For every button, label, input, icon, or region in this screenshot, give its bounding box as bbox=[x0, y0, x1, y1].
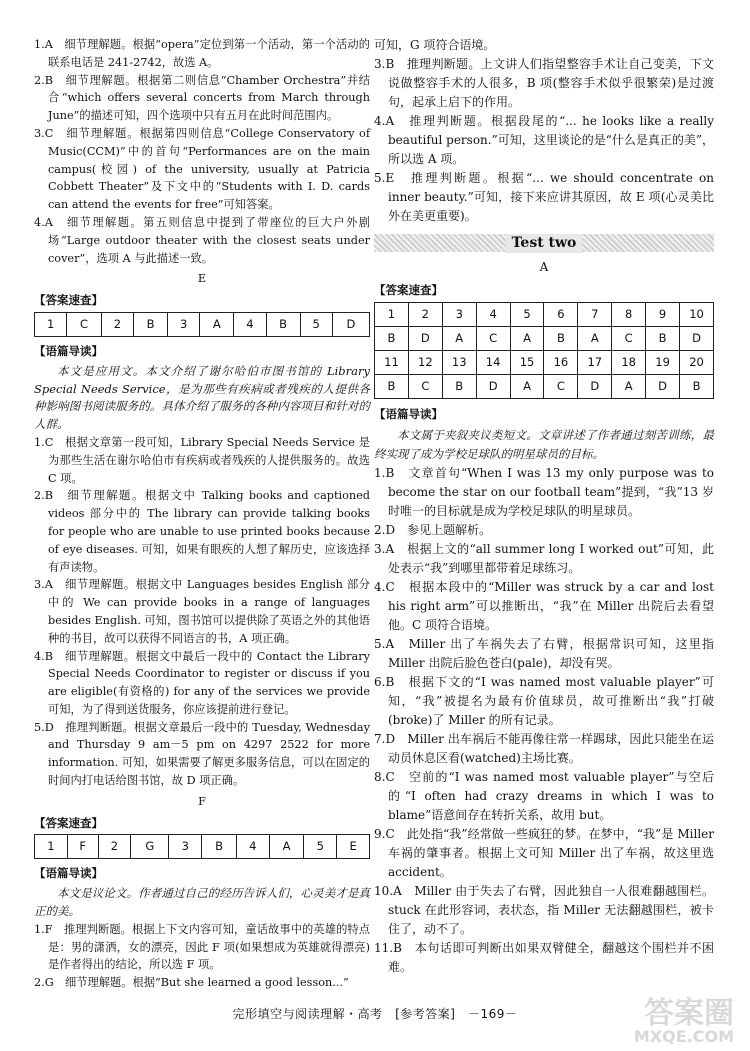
answer-cell: D bbox=[476, 375, 510, 399]
answers-label: 【答案速查】 bbox=[34, 293, 103, 308]
passage-summary: 本文是议论文。作者通过自己的经历告诉人们，心灵美才是真正的美。 bbox=[34, 886, 370, 919]
answer-cell: D bbox=[578, 375, 612, 399]
answer-cell: 19 bbox=[646, 351, 680, 375]
explanation-item: 3.A 根据上文的“all summer long I worked out”可知，此处表示“我”到哪里都带着足球练习。 bbox=[374, 542, 714, 575]
explanation-item: 3.B 推理判断题。上文讲人们指望整容手术让自己变美，下文说做整容手术的人很多，B 项(整容手术似乎很繁荣)是过渡句，起承上启下的作用。 bbox=[374, 57, 714, 109]
answer-cell: 3 bbox=[169, 835, 202, 859]
page-footer: 完形填空与阅读理解・高考 [参考答案] －169－ bbox=[232, 1007, 518, 1021]
answer-cell: 1 bbox=[35, 835, 68, 859]
section-d-items bbox=[34, 36, 370, 267]
answer-cell: B bbox=[375, 327, 409, 351]
reading-guide-label: 【语篇导读】 bbox=[34, 866, 103, 881]
answer-cell: D bbox=[408, 327, 442, 351]
explanation-item: 2.B 细节理解题。根据第二则信息“Chamber Orchestra”并结合“which offers several concerts from March through June”的描述可知，四个选项中只有五月在此时间范围内。 bbox=[34, 73, 370, 123]
answer-cell: 14 bbox=[476, 351, 510, 375]
watermark-logo bbox=[633, 996, 734, 1046]
answer-cell: C bbox=[408, 375, 442, 399]
answer-cell: 18 bbox=[612, 351, 646, 375]
table-row bbox=[375, 351, 714, 375]
explanation-item: 5.A Miller 出了车祸失去了右臂，根据常识可知，这里指 Miller 出院后脸色苍白(pale)，却没有哭。 bbox=[374, 637, 714, 670]
reading-guide-label: 【语篇导读】 bbox=[374, 407, 443, 421]
answers-label: 【答案速查】 bbox=[374, 283, 443, 297]
explanation-item: 1.F 推理判断题。根据上下文内容可知，童话故事中的英雄的特点是：男的潇洒，女的漂亮，因此 F 项(如果想成为英雄就得漂亮)是作者得出的结论，所以选 F 项。 bbox=[34, 922, 370, 972]
answer-cell: D bbox=[680, 327, 714, 351]
answer-cell: 5 bbox=[510, 303, 544, 327]
section-e-items bbox=[34, 434, 370, 790]
explanation-item: 5.E 推理判断题。根据“... we should concentrate on inner beauty.”可知，接下来应讲其原因，故 E 项(心灵美比外在美更重要)。 bbox=[374, 171, 714, 223]
answer-cell: 17 bbox=[578, 351, 612, 375]
explanation-item: 2.G 细节理解题。根据“But she learned a good lesson...” bbox=[34, 976, 349, 990]
explanation-item: 9.C 此处指“我”经常做一些疯狂的梦。在梦中，“我”是 Miller 车祸的肇事者。根据上文可知 Miller 出了车祸，故这里选 accident。 bbox=[374, 827, 714, 879]
answer-cell: B bbox=[544, 327, 578, 351]
answer-cell: 13 bbox=[442, 351, 476, 375]
answer-cell: C bbox=[544, 375, 578, 399]
explanation-item: 2.B 细节理解题。根据文中 Talking books and captioned videos 部分中的 The library can provide talking books for people who are unable to use printed books because of eye diseases. 可知，如果有眼疾的人想了解历史，应该选择有声读物。 bbox=[34, 489, 370, 574]
passage-summary: 本文属于夹叙夹议类短文。文章讲述了作者通过刻苦训练，最终实现了成为学校足球队的明星球员的目标。 bbox=[374, 428, 714, 461]
answer-cell: 3 bbox=[442, 303, 476, 327]
explanation-item: 3.C 细节理解题。根据第四则信息“College Conservatory of Music(CCM)”中的首句“Performances are on the main campus(校园) of the university, usually at Patricia Cobbett Theater”及下文中的“Students with I. D. cards can attend the events for free”可知答案。 bbox=[34, 126, 370, 212]
explanation-item: 8.C 空前的“I was named most valuable player”与空后的“I often had crazy dreams in which I was to blame”语意间存在转折关系，故用 but。 bbox=[374, 770, 714, 822]
answer-table-a bbox=[374, 302, 714, 399]
explanation-item: 4.A 推理判断题。根据段尾的“... he looks like a really beautiful person.”可知，这里谈论的是“什么是真正的美”，所以选 A 项。 bbox=[374, 114, 714, 166]
explanation-item: 4.A 细节理解题。第五则信息中提到了带座位的巨大户外剧场“Large outdoor theater with the closest seats under cover”，选项 A 与此描述一致。 bbox=[34, 215, 370, 265]
answer-cell: B bbox=[266, 312, 300, 336]
explanation-item: 1.B 文章首句“When I was 13 my only purpose was to become the star on our football team”提到，“我”13 岁时唯一的目标就是成为学校足球队的明星球员。 bbox=[374, 466, 714, 518]
answer-cell: A bbox=[442, 327, 476, 351]
answer-cell: 4 bbox=[236, 835, 269, 859]
answer-cell: 4 bbox=[476, 303, 510, 327]
table-row bbox=[375, 303, 714, 327]
answer-cell: 2 bbox=[98, 835, 131, 859]
section-f-continued bbox=[374, 36, 714, 226]
answer-cell: A bbox=[200, 312, 234, 336]
answer-cell: 6 bbox=[544, 303, 578, 327]
answer-cell: 1 bbox=[35, 312, 67, 336]
answer-cell: D bbox=[332, 312, 369, 336]
answer-cell: D bbox=[646, 375, 680, 399]
explanation-item: 3.A 细节理解题。根据文中 Languages besides English 部分中的 We can provide books in a range of languages besides English. 可知，图书馆可以提供除了英语之外的其他语种的书目，故可以获得不同语言的书，A 项正确。 bbox=[34, 578, 370, 645]
answer-cell: E bbox=[337, 835, 370, 859]
answer-cell: B bbox=[375, 375, 409, 399]
watermark-sub: MXQE.COM bbox=[633, 1027, 734, 1046]
explanation-item: 4.C 根据本段中的“Miller was struck by a car and lost his right arm”可以推断出，“我”在 Miller 出院后去看望他。C 项符合语境。 bbox=[374, 580, 714, 632]
answer-cell: B bbox=[134, 312, 168, 336]
answer-cell: 12 bbox=[408, 351, 442, 375]
answer-table-f bbox=[34, 834, 370, 859]
explanation-item: 2.D 参见上题解析。 bbox=[374, 523, 492, 537]
answer-cell: 5 bbox=[304, 835, 337, 859]
answer-cell: A bbox=[269, 835, 304, 859]
passage-summary: 本文是应用文。本文介绍了谢尔哈伯市图书馆的 Library Special Needs Service，是为那些有疾病或者残疾的人提供各种影响图书阅读服务的。具体介绍了服务的各种内容项目和针对的人群。 bbox=[34, 363, 370, 432]
answer-cell: A bbox=[510, 327, 544, 351]
answer-cell: 2 bbox=[101, 312, 133, 336]
answer-cell: A bbox=[510, 375, 544, 399]
section-a-items bbox=[374, 464, 714, 977]
answer-cell: 10 bbox=[680, 303, 714, 327]
answer-cell: 8 bbox=[612, 303, 646, 327]
answer-cell: 1 bbox=[375, 303, 409, 327]
answer-cell: 4 bbox=[234, 312, 266, 336]
answer-cell: 20 bbox=[680, 351, 714, 375]
answer-table-e bbox=[34, 312, 370, 337]
explanation-item: 可知，G 项符合语境。 bbox=[374, 38, 496, 52]
answer-cell: A bbox=[612, 375, 646, 399]
answer-cell: B bbox=[680, 375, 714, 399]
explanation-item: 1.A 细节理解题。根据“opera”定位到第一个活动，第一个活动的联系电话是 241-2742，故选 A。 bbox=[34, 38, 370, 69]
explanation-item: 7.D Miller 出车祸后不能再像往常一样踢球，因此只能坐在运动员休息区看(watched)主场比赛。 bbox=[374, 732, 714, 765]
table-row bbox=[375, 327, 714, 351]
answer-cell: B bbox=[202, 835, 237, 859]
table-row bbox=[375, 375, 714, 399]
answer-cell: F bbox=[67, 835, 98, 859]
answer-cell: 7 bbox=[578, 303, 612, 327]
answer-cell: B bbox=[646, 327, 680, 351]
answer-cell: 16 bbox=[544, 351, 578, 375]
test-title: Test two bbox=[506, 234, 583, 253]
answer-cell: 5 bbox=[300, 312, 332, 336]
answer-cell: 2 bbox=[408, 303, 442, 327]
answer-cell: C bbox=[612, 327, 646, 351]
reading-guide-label: 【语篇导读】 bbox=[34, 343, 103, 358]
section-heading-e: E bbox=[197, 272, 207, 286]
answer-cell: A bbox=[578, 327, 612, 351]
section-f-items bbox=[34, 921, 370, 992]
explanation-item: 4.B 细节理解题。根据文中最后一段中的 Contact the Library Special Needs Coordinator to register or discuss if you are eligible(有资格的) for any of the services we provide 可知，为了得到送货服务，你应该提前进行登记。 bbox=[34, 649, 370, 716]
answer-cell: 15 bbox=[510, 351, 544, 375]
section-heading-a: A bbox=[539, 260, 549, 274]
explanation-item: 6.B 根据下文的“I was named most valuable player”可知，“我”被提名为最有价值球员，故可推断出“我”打破(broke)了 Miller 的所有记录。 bbox=[374, 675, 714, 727]
section-heading-f: F bbox=[198, 794, 206, 808]
answer-cell: 3 bbox=[168, 312, 200, 336]
answer-cell: 11 bbox=[375, 351, 409, 375]
left-column bbox=[34, 36, 370, 992]
answers-label: 【答案速查】 bbox=[34, 815, 103, 830]
answer-cell: C bbox=[67, 312, 101, 336]
answer-cell: C bbox=[476, 327, 510, 351]
watermark-main: 答案圈 bbox=[644, 996, 734, 1031]
answer-cell: B bbox=[442, 375, 476, 399]
answer-cell: G bbox=[131, 835, 169, 859]
explanation-item: 1.C 根据文章第一段可知，Library Special Needs Service 是为那些生活在谢尔哈伯市有疾病或者残疾的人提供服务的。故选 C 项。 bbox=[34, 435, 370, 485]
answer-cell: 9 bbox=[646, 303, 680, 327]
explanation-item: 10.A Miller 由于失去了右臂，因此独自一人很难翻越围栏。stuck 在此形容词，表状态，指 Miller 无法翻越围栏，被卡住了，动不了。 bbox=[374, 884, 714, 936]
explanation-item: 11.B 本句话即可判断出如果双臂健全，翻越这个围栏并不困难。 bbox=[374, 941, 714, 974]
explanation-item: 5.D 推理判断题。根据文章最后一段中的 Tuesday, Wednesday and Thursday 9 am－5 pm on 4297 2522 for more information. 可知，如果需要了解更多服务信息，可以在固定的时间内打电话给图书馆，故 D 项正确。 bbox=[34, 720, 370, 788]
right-column bbox=[374, 36, 714, 977]
test-two-banner bbox=[374, 234, 714, 252]
